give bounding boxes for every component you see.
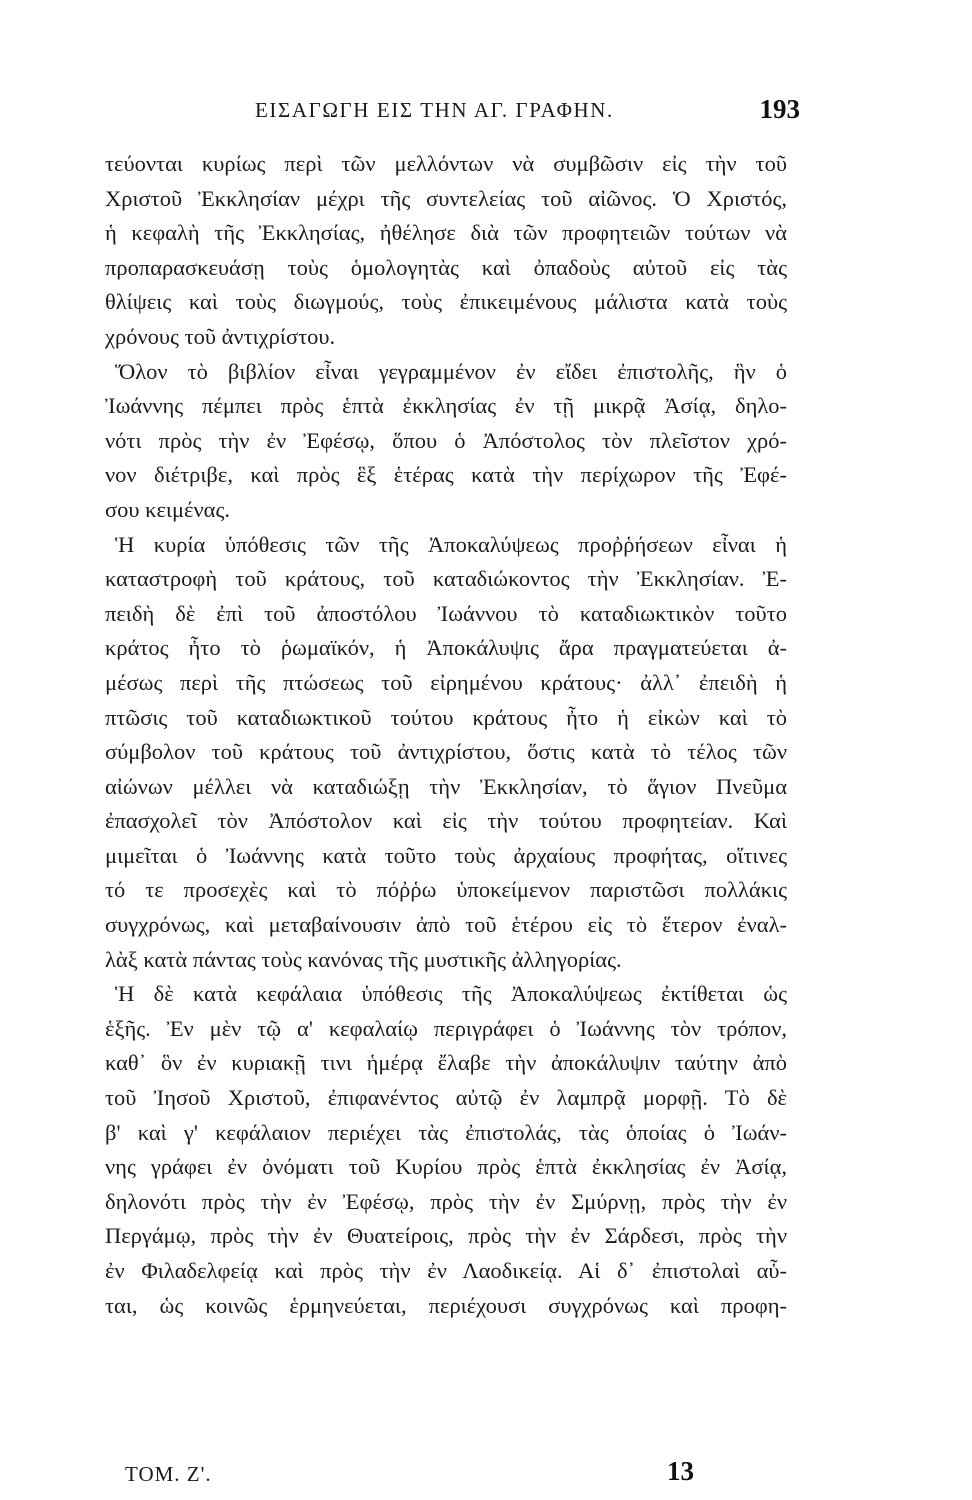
text-line: ται, ὡς κοινῶς ἑρμηνεύεται, περιέχουσι συγχρόνως καὶ προφη- <box>105 1292 787 1318</box>
text-line: κράτος ἦτο τὸ ῥωμαϊκόν, ἡ Ἀποκάλυψις ἄρα πραγματεύεται ἀ- <box>105 635 787 661</box>
text-line: ἑξῆς. Ἐν μὲν τῷ α' κεφαλαίῳ περιγράφει ὁ Ἰωάννης τὸν τρόπον, <box>105 1015 787 1041</box>
text-line: Χριστοῦ Ἐκκλησίαν μέχρι τῆς συντελείας τοῦ αἰῶνος. Ὁ Χριστός, <box>105 185 787 211</box>
text-line: Ὅλον τὸ βιβλίον εἶναι γεγραμμένον ἐν εἴδει ἐπιστολῆς, ἣν ὁ <box>115 358 787 384</box>
text-line: νότι πρὸς τὴν ἐν Ἐφέσῳ, ὅπου ὁ Ἀπόστολος τὸν πλεῖστον χρό- <box>105 427 787 453</box>
text-line: νον διέτριβε, καὶ πρὸς ἓξ ἑτέρας κατὰ τὴν περίχωρον τῆς Ἐφέ- <box>105 462 787 488</box>
text-line: Ἡ κυρία ὑπόθεσις τῶν τῆς Ἀποκαλύψεως προῤῥήσεων εἶναι ἡ <box>115 531 787 557</box>
text-line: τεύονται κυρίως περὶ τῶν μελλόντων νὰ συμβῶσιν εἰς τὴν τοῦ <box>105 151 787 176</box>
text-line: προπαρασκευάσῃ τοὺς ὁμολογητὰς καὶ ὀπαδοὺς αὐτοῦ εἰς τὰς <box>105 254 787 280</box>
text-line: καθ᾽ ὃν ἐν κυριακῇ τινι ἡμέρᾳ ἔλαβε τὴν ἀποκάλυψιν ταύτην ἀπὸ <box>105 1050 787 1076</box>
text-line: χρόνους τοῦ ἀντιχρίστου. <box>105 323 336 349</box>
text-line: Περγάμῳ, πρὸς τὴν ἐν Θυατείροις, πρὸς τὴν ἐν Σάρδεσι, πρὸς τὴν <box>105 1223 787 1249</box>
page-header <box>100 94 800 138</box>
text-line: λὰξ κατὰ πάντας τοὺς κανόνας τῆς μυστικῆς ἀλληγορίας. <box>105 946 622 972</box>
text-line: νης γράφει ἐν ὀνόματι τοῦ Κυρίου πρὸς ἑπτὰ ἐκκλησίας ἐν Ἀσίᾳ, <box>105 1154 787 1180</box>
text-line: Ἰωάννης πέμπει πρὸς ἑπτὰ ἐκκλησίας ἐν τῇ μικρᾷ Ἀσίᾳ, δηλο- <box>105 393 787 419</box>
text-line: μέσως περὶ τῆς πτώσεως τοῦ εἰρημένου κράτους· ἀλλ᾽ ἐπειδὴ ἡ <box>105 669 787 695</box>
text-line: δηλονότι πρὸς τὴν ἐν Ἐφέσῳ, πρὸς τὴν ἐν Σμύρνῃ, πρὸς τὴν ἐν <box>105 1188 787 1214</box>
text-line: Ἡ δὲ κατὰ κεφάλαια ὑπόθεσις τῆς Ἀποκαλύψεως ἐκτίθεται ὡς <box>115 981 787 1007</box>
text-line: θλίψεις καὶ τοὺς διωγμούς, τοὺς ἐπικειμένους μάλιστα κατὰ τοὺς <box>105 289 787 315</box>
text-line: σύμβολον τοῦ κράτους τοῦ ἀντιχρίστου, ὅστις κατὰ τὸ τέλος τῶν <box>105 739 787 765</box>
volume-label: ΤΟΜ. Ζ'. <box>125 1462 212 1486</box>
text-line: ἡ κεφαλὴ τῆς Ἐκκλησίας, ἠθέλησε διὰ τῶν προφητειῶν τούτων νὰ <box>105 220 787 246</box>
text-line: καταστροφὴ τοῦ κράτους, τοῦ καταδιώκοντος τὴν Ἐκκλησίαν. Ἐ- <box>105 566 787 592</box>
page-number: 193 <box>759 94 800 124</box>
text-line: πτῶσις τοῦ καταδιωκτικοῦ τούτου κράτους ἦτο ἡ εἰκὼν καὶ τὸ <box>105 704 787 730</box>
text-line: β' καὶ γ' κεφάλαιον περιέχει τὰς ἐπιστολάς, τὰς ὁποίας ὁ Ἰωάν- <box>105 1119 787 1145</box>
running-title: ΕΙΣΑΓΩΓΗ ΕΙΣ ΤΗΝ ΑΓ. ΓΡΑΦΗΝ. <box>255 98 614 122</box>
text-line: πειδὴ δὲ ἐπὶ τοῦ ἀποστόλου Ἰωάννου τὸ καταδιωκτικὸν τοῦτο <box>105 600 787 626</box>
text-line: τοῦ Ἰησοῦ Χριστοῦ, ἐπιφανέντος αὐτῷ ἐν λαμπρᾷ μορφῇ. Τὸ δὲ <box>105 1085 787 1111</box>
text-line: σου κειμένας. <box>105 496 230 522</box>
page-footer <box>125 1456 705 1494</box>
text-line: συγχρόνως, καὶ μεταβαίνουσιν ἀπὸ τοῦ ἑτέρου εἰς τὸ ἕτερον ἐναλ- <box>105 912 787 938</box>
text-line: μιμεῖται ὁ Ἰωάννης κατὰ τοῦτο τοὺς ἀρχαίους προφήτας, οἵτινες <box>105 842 787 868</box>
text-line: ἐπασχολεῖ τὸν Ἀπόστολον καὶ εἰς τὴν τούτου προφητείαν. Καὶ <box>105 808 787 834</box>
signature-number: 13 <box>667 1456 694 1486</box>
body-text <box>105 147 787 1323</box>
text-line: τό τε προσεχὲς καὶ τὸ πόῤῥω ὑποκείμενον παριστῶσι πολλάκις <box>105 877 787 903</box>
text-line: αἰώνων μέλλει νὰ καταδιώξῃ τὴν Ἐκκλησίαν, τὸ ἅγιον Πνεῦμα <box>105 773 787 799</box>
text-line: ἐν Φιλαδελφείᾳ καὶ πρὸς τὴν ἐν Λαοδικείᾳ. Αἱ δ᾽ ἐπιστολαὶ αὗ- <box>105 1258 787 1283</box>
